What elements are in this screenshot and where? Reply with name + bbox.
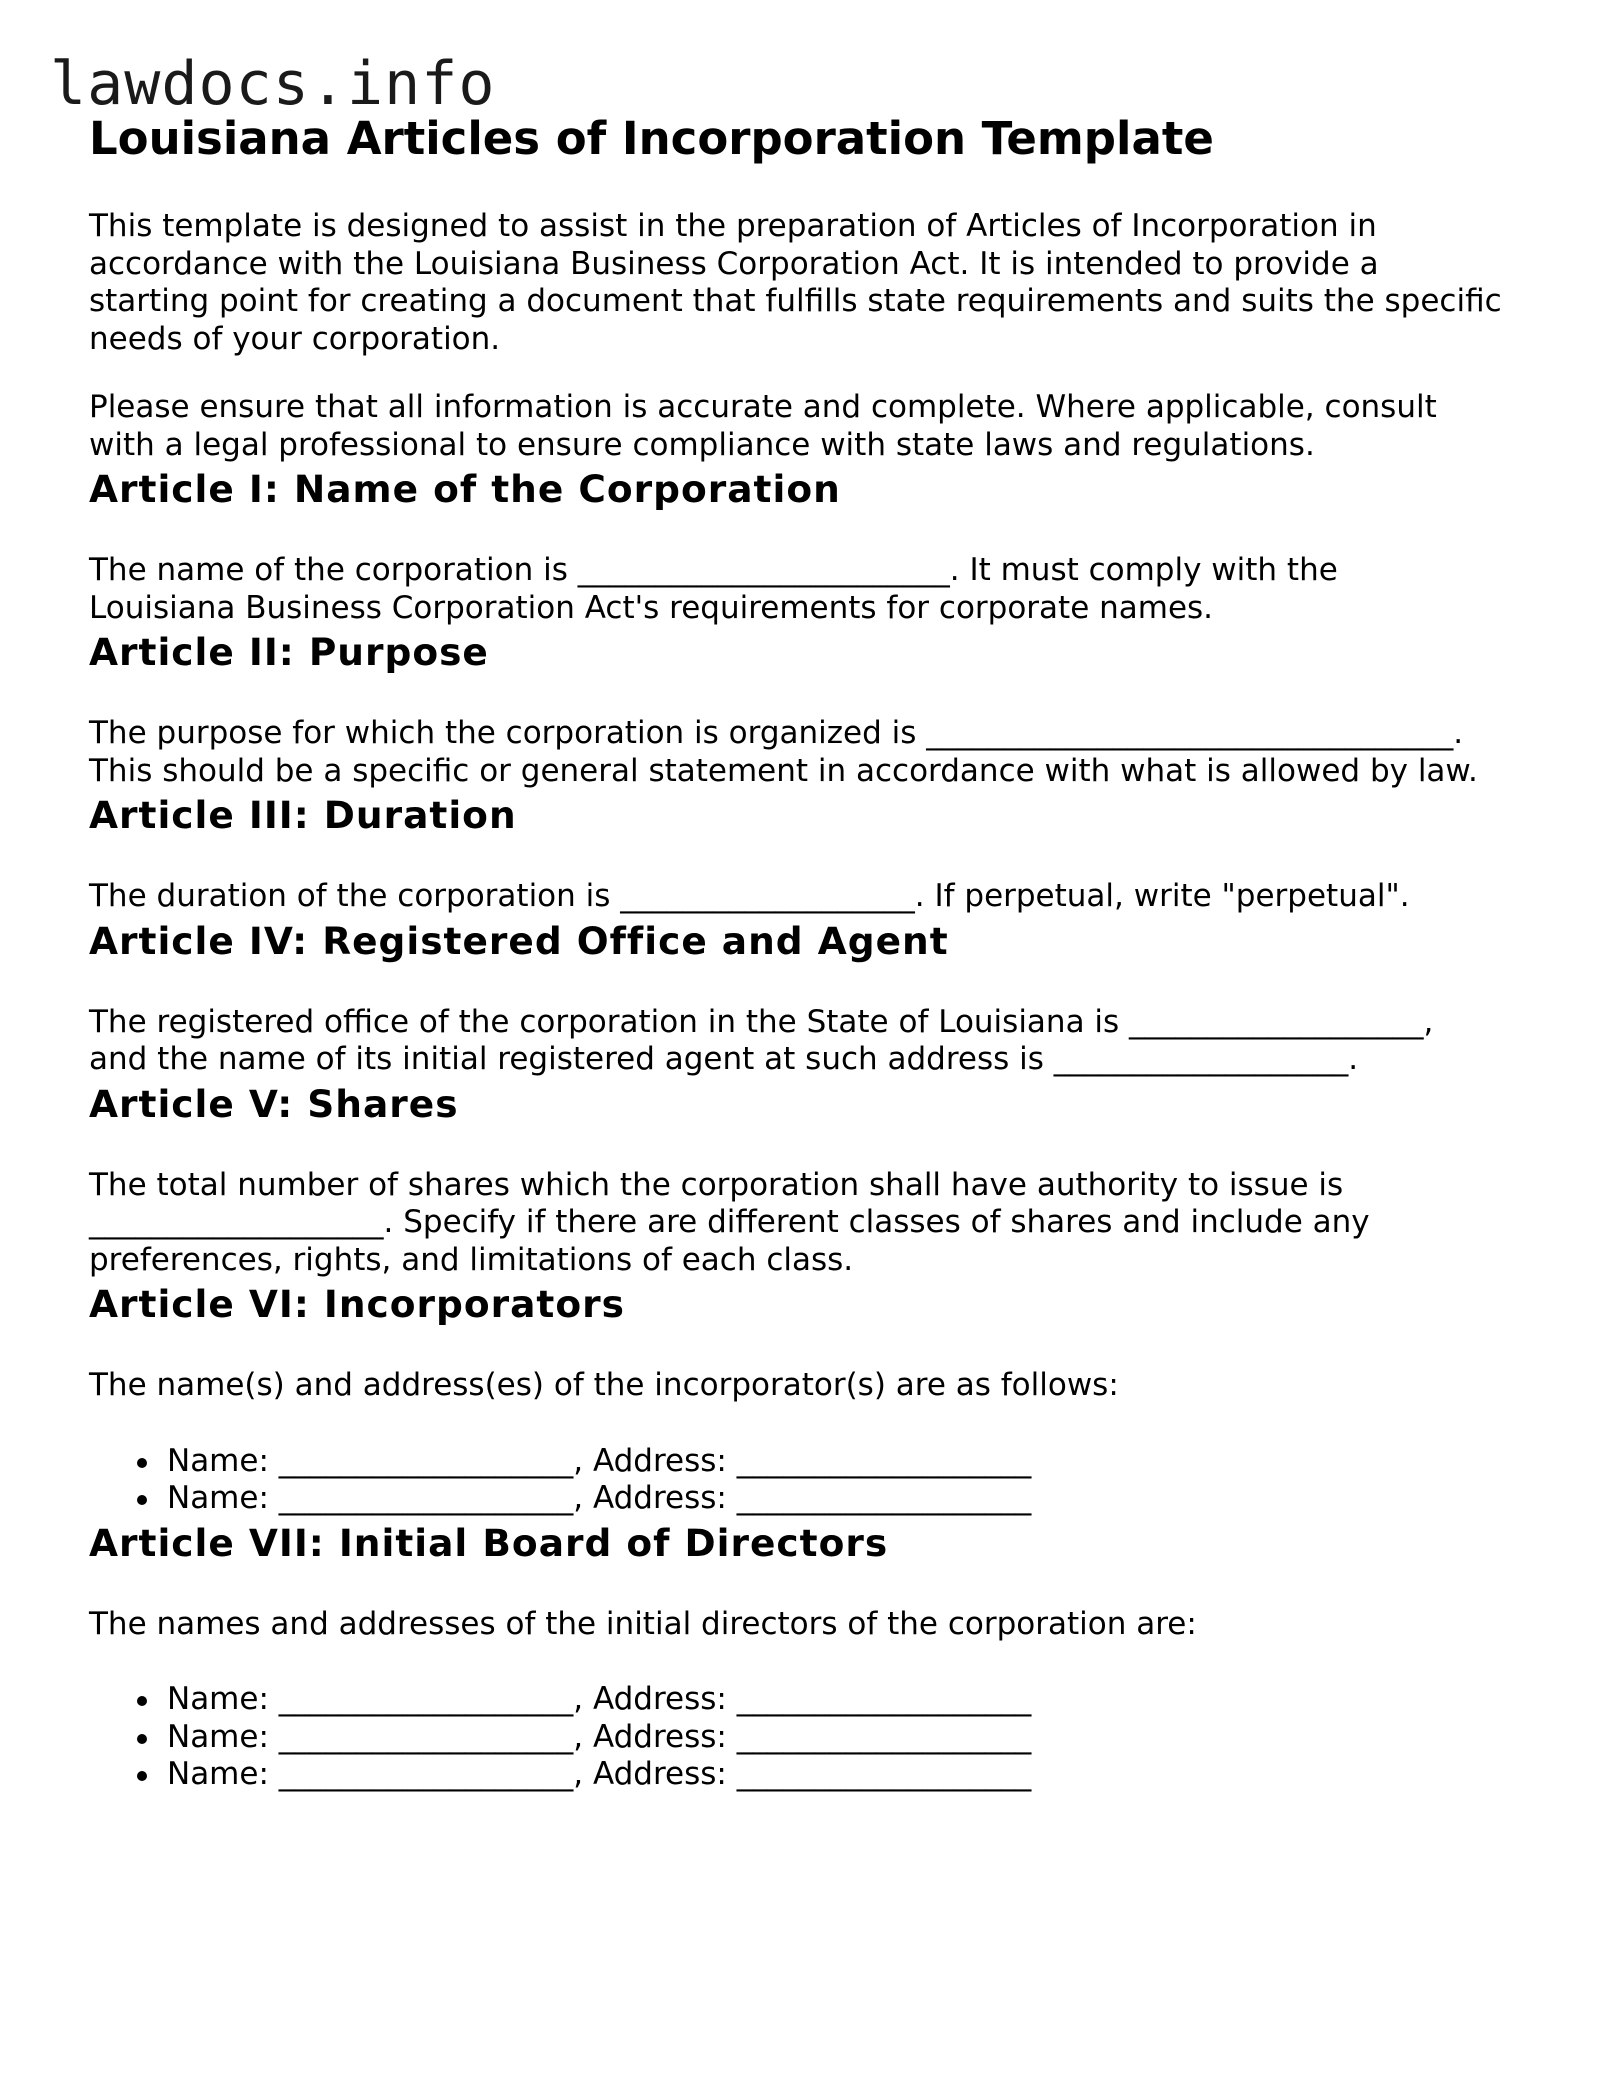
text-line: and the name of its initial registered agent at such address is ___________________. (89, 1041, 1359, 1077)
document-body (89, 108, 1529, 1794)
article-5-text (89, 1167, 1529, 1280)
incorporators-list (89, 1443, 1529, 1518)
intro-paragraph-2 (89, 389, 1529, 464)
list-item: Name: ___________________, Address: ___________________ (167, 1681, 1529, 1719)
intro-paragraph-1 (89, 208, 1529, 358)
article-3-heading: Article III: Duration (89, 793, 517, 837)
article-4-heading: Article IV: Registered Office and Agent (89, 918, 949, 963)
article-3-text (89, 878, 1529, 916)
text-line: ___________________. Specify if there are different classes of shares and include any (89, 1204, 1370, 1240)
article-6-intro: The name(s) and address(es) of the incorporator(s) are as follows: (89, 1367, 1119, 1403)
article-1-heading: Article I: Name of the Corporation (89, 467, 841, 511)
text-line: accordance with the Louisiana Business Corporation Act. It is intended to provide a (89, 245, 1379, 282)
article-2-text (89, 715, 1529, 790)
text-line: Louisiana Business Corporation Act's requirements for corporate names. (89, 589, 1214, 626)
article-6-heading: Article VI: Incorporators (89, 1282, 625, 1326)
article-1-text (89, 552, 1529, 627)
text-line: starting point for creating a document that fulfills state requirements and suits the specific (89, 283, 1502, 319)
text-line: with a legal professional to ensure compliance with state laws and regulations. (89, 426, 1315, 463)
list-item: Name: ___________________, Address: ___________________ (167, 1756, 1529, 1794)
article-7-heading: Article VII: Initial Board of Directors (89, 1520, 889, 1565)
text-line: Please ensure that all information is accurate and complete. Where applicable, consult (89, 389, 1437, 425)
list-item: Name: ___________________, Address: ___________________ (167, 1443, 1529, 1481)
article-2-heading: Article II: Purpose (89, 630, 489, 674)
list-item: Name: ___________________, Address: ___________________ (167, 1480, 1529, 1518)
text-line: This should be a specific or general statement in accordance with what is allowed by law. (89, 752, 1478, 789)
text-line: needs of your corporation. (89, 320, 501, 357)
article-7-intro: The names and addresses of the initial directors of the corporation are: (89, 1605, 1197, 1642)
site-watermark: lawdocs.info (50, 49, 496, 119)
text-line: This template is designed to assist in the preparation of Articles of Incorporation in (89, 208, 1377, 244)
text-line: The registered office of the corporation in the State of Louisiana is ___________________, (89, 1003, 1434, 1040)
document-title: Louisiana Articles of Incorporation Template (89, 112, 1214, 165)
article-4-text (89, 1004, 1529, 1079)
directors-list (89, 1681, 1529, 1794)
text-line: The purpose for which the corporation is organized is __________________________________. (89, 715, 1464, 751)
article-5-heading: Article V: Shares (89, 1081, 459, 1126)
text-line: The duration of the corporation is ___________________. If perpetual, write "perpetual". (89, 878, 1410, 914)
text-line: preferences, rights, and limitations of each class. (89, 1241, 854, 1278)
text-line: The total number of shares which the corporation shall have authority to issue is (89, 1166, 1344, 1203)
list-item: Name: ___________________, Address: ___________________ (167, 1719, 1529, 1757)
text-line: The name of the corporation is ________________________. It must comply with the (89, 552, 1338, 588)
